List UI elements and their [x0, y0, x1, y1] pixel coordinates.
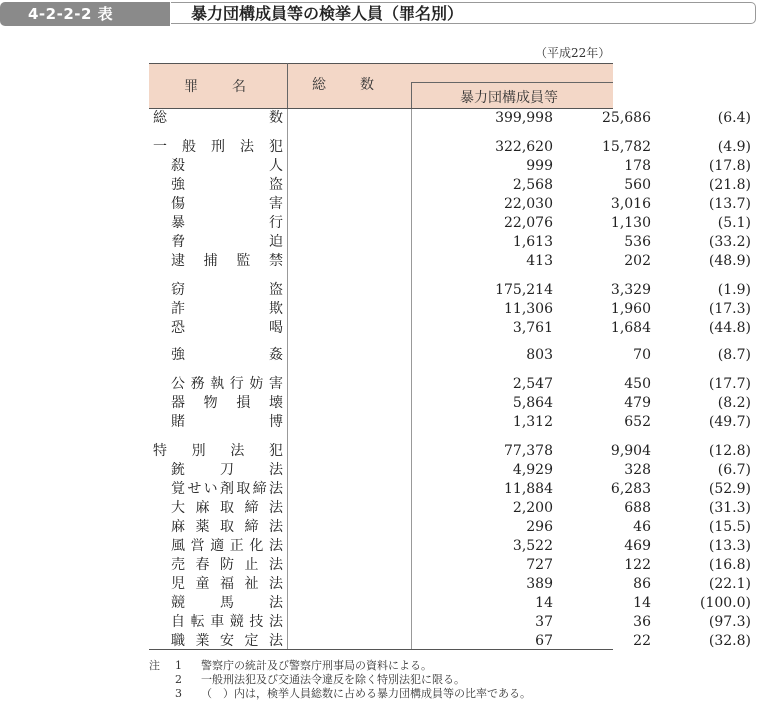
- row-name: 麻 薬 取 締 法: [171, 519, 283, 535]
- row-total: 2,547: [512, 376, 553, 392]
- row-name: 風 営 適 正 化 法: [171, 538, 283, 554]
- row-total: 77,378: [504, 443, 553, 459]
- row-total: 11,884: [504, 481, 553, 497]
- row-gang: 536: [624, 234, 651, 250]
- table-row: [149, 176, 751, 195]
- row-pct: (8.7): [717, 347, 751, 363]
- row-gang: 1,130: [610, 215, 651, 231]
- row-pct: (17.3): [708, 301, 751, 317]
- row-pct: (5.1): [717, 215, 751, 231]
- row-name: 公 務 執 行 妨 害: [171, 376, 283, 392]
- row-gang: 25,686: [602, 110, 651, 126]
- row-name: 傷 害: [171, 196, 283, 212]
- row-total: 14: [535, 595, 553, 611]
- row-total: 67: [535, 633, 553, 649]
- row-pct: (21.8): [708, 177, 751, 193]
- row-name: 器 物 損 壊: [171, 395, 283, 411]
- table-row: [149, 461, 751, 480]
- row-gang: 479: [624, 395, 651, 411]
- row-gang: 178: [624, 158, 651, 174]
- table-row: [149, 214, 751, 233]
- row-name: 詐 欺: [171, 301, 283, 317]
- note-3: 3 （ ）内は，検挙人員総数に占める暴力団構成員等の比率である。: [175, 687, 531, 700]
- row-gang: 15,782: [602, 139, 651, 155]
- row-gang: 1,960: [610, 301, 651, 317]
- row-total: 999: [526, 158, 553, 174]
- row-gang: 688: [624, 500, 651, 516]
- row-gang: 3,329: [610, 282, 651, 298]
- row-pct: (8.2): [717, 395, 751, 411]
- row-name: 競 馬 法: [171, 595, 283, 611]
- row-pct: (17.7): [708, 376, 751, 392]
- table-row: [149, 518, 751, 537]
- table-row: [149, 537, 751, 556]
- row-total: 1,613: [512, 234, 553, 250]
- row-gang: 70: [633, 347, 651, 363]
- row-pct: (31.3): [708, 500, 751, 516]
- row-total: 3,761: [512, 320, 553, 336]
- table-row: [149, 613, 751, 632]
- row-name: 自 転 車 競 技 法: [171, 614, 283, 630]
- row-pct: (12.8): [708, 443, 751, 459]
- row-gang: 202: [624, 253, 651, 269]
- table-row: [149, 281, 751, 300]
- row-pct: (48.9): [708, 253, 751, 269]
- row-gang: 652: [624, 414, 651, 430]
- table-row: [149, 233, 751, 252]
- row-total: 22,030: [504, 196, 553, 212]
- table-row: [149, 556, 751, 575]
- table-row: [149, 499, 751, 518]
- table-row: [149, 394, 751, 413]
- table-row: [149, 109, 751, 128]
- row-pct: (6.7): [717, 462, 751, 478]
- row-name: 窃 盗: [171, 282, 283, 298]
- row-gang: 328: [624, 462, 651, 478]
- row-total: 322,620: [495, 139, 553, 155]
- table-row: [149, 442, 751, 461]
- row-gang: 450: [624, 376, 651, 392]
- row-total: 175,214: [495, 282, 553, 298]
- row-total: 1,312: [512, 414, 553, 430]
- row-total: 3,522: [512, 538, 553, 554]
- table-title: 暴力団構成員等の検挙人員（罪名別）: [171, 2, 756, 24]
- row-pct: (49.7): [708, 414, 751, 430]
- row-gang: 46: [633, 519, 651, 535]
- row-name: 暴 行: [171, 215, 283, 231]
- row-name: 総 数: [153, 110, 283, 126]
- table-header-bar: [0, 0, 760, 28]
- column-header-gang: 暴力団構成員等: [460, 90, 558, 106]
- note-2: 2 一般刑法犯及び交通法令違反を除く特別法犯に限る。: [175, 673, 465, 686]
- table-row: [149, 157, 751, 176]
- head-sub-rule: [411, 82, 613, 83]
- row-gang: 36: [633, 614, 651, 630]
- row-total: 2,200: [512, 500, 553, 516]
- row-name: 特 別 法 犯: [153, 443, 283, 459]
- row-name: 殺 人: [171, 158, 283, 174]
- row-pct: (44.8): [708, 320, 751, 336]
- row-total: 22,076: [504, 215, 553, 231]
- row-name: 職 業 安 定 法: [171, 633, 283, 649]
- table-row: [149, 252, 751, 271]
- row-name: 銃 刀 法: [171, 462, 283, 478]
- column-header-name: 罪 名: [184, 79, 248, 95]
- row-gang: 469: [624, 538, 651, 554]
- row-pct: (15.5): [708, 519, 751, 535]
- row-total: 413: [526, 253, 553, 269]
- row-total: 37: [535, 614, 553, 630]
- row-pct: (4.9): [717, 139, 751, 155]
- row-gang: 1,684: [610, 320, 651, 336]
- column-header-total: 総 数: [312, 77, 376, 93]
- table-top-rule: [149, 63, 613, 64]
- row-gang: 22: [633, 633, 651, 649]
- table-row: [149, 195, 751, 214]
- table-row: [149, 594, 751, 613]
- row-name: 強 姦: [171, 347, 283, 363]
- row-pct: (13.7): [708, 196, 751, 212]
- row-total: 5,864: [512, 395, 553, 411]
- row-name: 児 童 福 祉 法: [171, 576, 283, 592]
- row-pct: (33.2): [708, 234, 751, 250]
- row-gang: 3,016: [610, 196, 651, 212]
- row-pct: (52.9): [708, 481, 751, 497]
- table-row: [149, 480, 751, 499]
- row-pct: (6.4): [717, 110, 751, 126]
- note-1: 注 1 警察庁の統計及び警察庁刑事局の資料による。: [149, 659, 432, 672]
- row-pct: (97.3): [708, 614, 751, 630]
- table-row: [149, 575, 751, 594]
- notes-label: 注: [149, 659, 160, 672]
- table-number: 4-2-2-2 表: [0, 2, 170, 26]
- row-gang: 9,904: [610, 443, 651, 459]
- row-pct: (13.3): [708, 538, 751, 554]
- row-total: 389: [526, 576, 553, 592]
- row-name: 恐 喝: [171, 320, 283, 336]
- row-pct: (100.0): [699, 595, 751, 611]
- row-name: 強 盗: [171, 177, 283, 193]
- table-row: [149, 413, 751, 432]
- row-total: 803: [526, 347, 553, 363]
- row-name: 大 麻 取 締 法: [171, 500, 283, 516]
- row-total: 2,568: [512, 177, 553, 193]
- row-name: 賭 博: [171, 414, 283, 430]
- table-row: [149, 346, 751, 365]
- row-pct: (22.1): [708, 576, 751, 592]
- row-pct: (16.8): [708, 557, 751, 573]
- row-pct: (1.9): [717, 282, 751, 298]
- table-row: [149, 138, 751, 157]
- row-gang: 122: [624, 557, 651, 573]
- table-row: [149, 375, 751, 394]
- table-row: [149, 300, 751, 319]
- row-total: 11,306: [504, 301, 553, 317]
- row-pct: (32.8): [708, 633, 751, 649]
- row-gang: 6,283: [610, 481, 651, 497]
- row-pct: (17.8): [708, 158, 751, 174]
- row-name: 逮 捕 監 禁: [171, 253, 283, 269]
- row-name: 売 春 防 止 法: [171, 557, 283, 573]
- head-divider-1: [287, 63, 288, 108]
- row-name: 覚 せ い 剤 取 締 法: [171, 481, 283, 497]
- row-total: 399,998: [495, 110, 553, 126]
- row-name: 一 般 刑 法 犯: [153, 139, 283, 155]
- row-name: 脅 迫: [171, 234, 283, 250]
- table-row: [149, 319, 751, 338]
- row-total: 727: [526, 557, 553, 573]
- row-total: 296: [526, 519, 553, 535]
- row-gang: 560: [624, 177, 651, 193]
- head-divider-2: [411, 82, 412, 108]
- row-total: 4,929: [512, 462, 553, 478]
- year-note: （平成22年）: [535, 46, 611, 60]
- row-gang: 14: [633, 595, 651, 611]
- table-notes: [149, 659, 531, 701]
- table-row: [149, 632, 751, 651]
- row-gang: 86: [633, 576, 651, 592]
